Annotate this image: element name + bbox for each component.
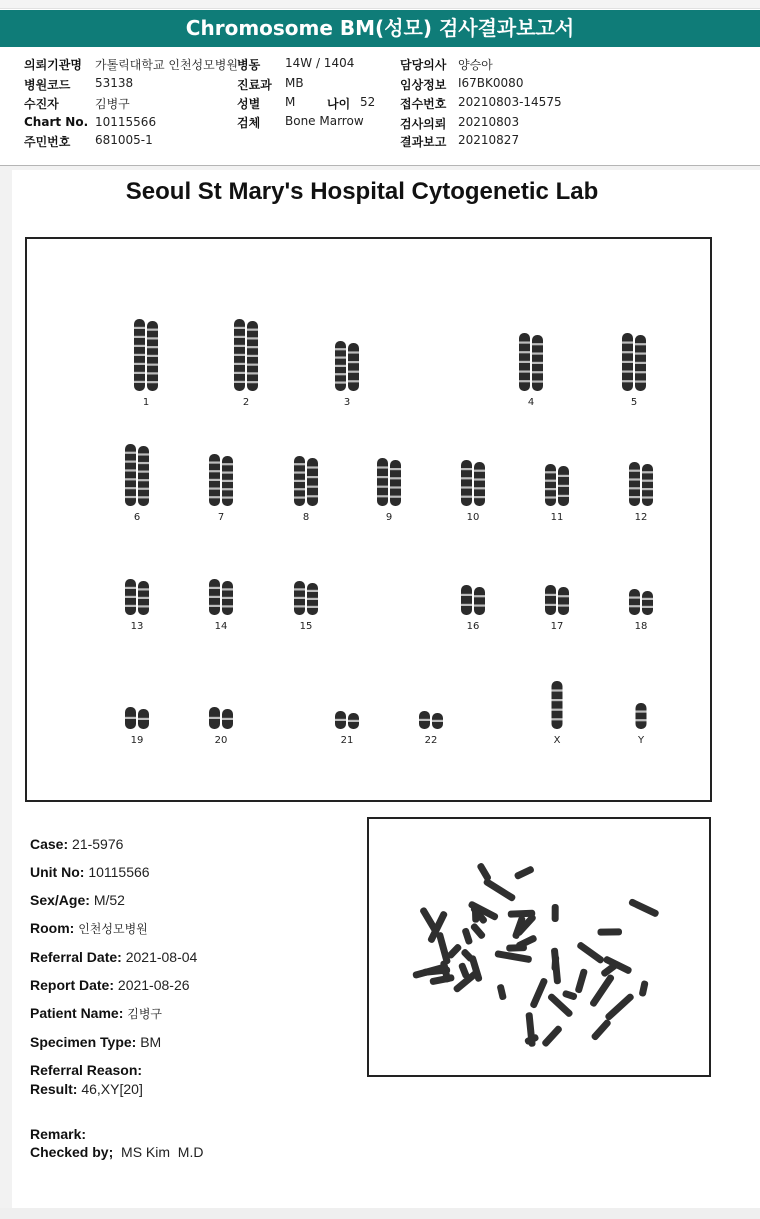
chromosome-label-16: 16	[466, 621, 480, 632]
case-row	[30, 836, 123, 852]
chromosome-pair-x	[552, 681, 563, 729]
chromosome-pair-y	[636, 703, 647, 729]
chromosome-pair-19	[125, 707, 149, 729]
spread-chromosome	[513, 865, 534, 880]
room-row	[30, 920, 148, 937]
info-label-institution: 의뢰기관명	[24, 58, 82, 72]
top-border	[0, 0, 760, 9]
spread-chromosome	[529, 977, 548, 1009]
chromosome-label-12: 12	[634, 512, 648, 523]
info-label-doctor: 담당의사	[400, 58, 447, 72]
sexage-row	[30, 892, 125, 908]
chromosome-pair-22	[419, 711, 443, 729]
info-label-hospital-code: 병원코드	[24, 78, 71, 92]
info-value-resident-no: 681005-1	[95, 133, 153, 147]
case-label: Case:	[30, 836, 69, 852]
referral-date-row	[30, 949, 197, 965]
chromosome-label-4: 4	[527, 397, 535, 408]
chromosome-pair-6	[125, 444, 149, 506]
spread-chromosome	[541, 1024, 563, 1047]
chromosome-label-20: 20	[214, 735, 228, 746]
spread-chromosome	[552, 904, 559, 922]
referral-date-label: Referral Date:	[30, 949, 122, 965]
chromosome-label-7: 7	[217, 512, 225, 523]
chromosome-pair-11	[545, 464, 569, 506]
chromosome-pair-8	[294, 456, 318, 506]
patient-name-value: 김병구	[127, 1007, 163, 1021]
report-date-value: 2021-08-26	[117, 977, 190, 993]
chromosome-pair-20	[209, 707, 233, 729]
info-value-department: MB	[285, 76, 304, 90]
remark-label: Remark:	[30, 1126, 87, 1142]
room-value: 인천성모병원	[78, 922, 148, 936]
chromosome-label-22: 22	[424, 735, 438, 746]
info-value-clinical-info: I67BK0080	[458, 76, 524, 90]
info-label-report-date: 결과보고	[400, 135, 447, 149]
chromosome-label-6: 6	[133, 512, 141, 523]
spread-chromosome	[628, 898, 660, 918]
spread-chromosome	[576, 941, 605, 965]
metaphase-spread-image	[367, 817, 711, 1077]
spread-chromosome	[436, 931, 451, 965]
specimen-type-value: BM	[140, 1034, 162, 1050]
metaphase-spread-svg	[369, 819, 709, 1075]
info-label-department: 진료과	[237, 78, 272, 92]
patient-name-row	[30, 1005, 162, 1022]
bottom-border	[0, 1208, 760, 1219]
chromosome-label-1: 1	[142, 397, 150, 408]
spread-chromosome	[574, 968, 588, 994]
chromosome-pair-4	[519, 333, 543, 391]
chromosome-pair-2	[234, 319, 258, 391]
chromosome-label-15: 15	[299, 621, 313, 632]
info-label-age: 나이	[327, 97, 351, 111]
case-value: 21-5976	[72, 836, 124, 852]
specimen-type-row	[30, 1034, 161, 1050]
spread-chromosome	[589, 973, 615, 1008]
checked-by-label: Checked by;	[30, 1144, 114, 1160]
spread-chromosome	[482, 877, 516, 902]
referral-reason-label: Referral Reason:	[30, 1062, 143, 1078]
specimen-type-label: Specimen Type:	[30, 1034, 137, 1050]
info-value-institution: 가톨릭대학교 인천성모병원	[95, 58, 238, 72]
info-label-sex: 성별	[237, 97, 261, 111]
spread-chromosome	[429, 974, 455, 986]
spread-chromosome	[472, 906, 479, 922]
chromosome-label-x: X	[553, 735, 561, 746]
spread-chromosome	[497, 984, 507, 1001]
spread-chromosome	[597, 928, 622, 935]
sexage-value: M/52	[93, 892, 125, 908]
chromosome-pair-1	[134, 319, 158, 391]
lab-title: Seoul St Mary's Hospital Cytogenetic Lab	[125, 178, 599, 205]
karyogram-image	[25, 237, 712, 802]
info-value-hospital-code: 53138	[95, 76, 134, 90]
spread-chromosome	[590, 1018, 612, 1041]
chromosome-pair-21	[335, 711, 359, 729]
spread-chromosome	[476, 862, 492, 882]
chromosome-pair-17	[545, 585, 569, 615]
chromosome-label-13: 13	[130, 621, 144, 632]
info-value-doctor: 양승아	[458, 58, 493, 72]
unit-label: Unit No:	[30, 864, 85, 880]
report-title: Chromosome BM(성모) 검사결과보고서	[0, 10, 760, 47]
spread-chromosome	[494, 950, 532, 963]
chromosome-label-19: 19	[130, 735, 144, 746]
chromosome-pair-3	[335, 341, 359, 391]
chromosome-pair-10	[461, 460, 485, 506]
referral-date-value: 2021-08-04	[125, 949, 198, 965]
info-value-sex: M	[285, 95, 296, 109]
chromosome-label-11: 11	[550, 512, 564, 523]
info-value-age: 52	[360, 95, 376, 109]
report-date-row	[30, 977, 190, 993]
info-label-patient: 수진자	[24, 97, 59, 111]
checked-by-row	[30, 1144, 203, 1160]
chromosome-label-17: 17	[550, 621, 564, 632]
info-value-patient: 김병구	[95, 97, 130, 111]
info-label-chart-no: Chart No.	[24, 115, 89, 129]
info-label-resident-no: 주민번호	[24, 135, 71, 149]
chromosome-pair-16	[461, 585, 485, 615]
spread-chromosome	[562, 990, 578, 1001]
referral-reason-row	[30, 1062, 142, 1078]
chromosome-pair-15	[294, 581, 318, 615]
chromosome-pair-14	[209, 579, 233, 615]
spread-chromosome	[419, 906, 440, 935]
info-value-report-date: 20210827	[458, 133, 520, 147]
patient-info-panel	[0, 47, 760, 166]
karyogram-svg	[27, 239, 710, 800]
result-value: 46,XY[20]	[81, 1081, 143, 1097]
report-date-label: Report Date:	[30, 977, 115, 993]
chromosome-label-2: 2	[242, 397, 250, 408]
spread-chromosome	[506, 944, 527, 952]
chromosome-label-14: 14	[214, 621, 228, 632]
remark-row	[30, 1126, 86, 1142]
chromosome-label-5: 5	[630, 397, 638, 408]
unit-value: 10115566	[88, 864, 150, 880]
chromosome-pair-12	[629, 462, 653, 506]
sexage-label: Sex/Age:	[30, 892, 90, 908]
checked-by-value: MS Kim M.D	[121, 1144, 204, 1160]
info-label-receipt-no: 접수번호	[400, 97, 447, 111]
chromosome-label-8: 8	[302, 512, 310, 523]
info-value-chart-no: 10115566	[95, 115, 157, 129]
spread-chromosome	[470, 922, 487, 940]
info-label-specimen: 검체	[237, 116, 261, 130]
chromosome-pair-13	[125, 579, 149, 615]
info-value-request-date: 20210803	[458, 115, 520, 129]
result-label: Result:	[30, 1081, 78, 1097]
info-label-request-date: 검사의뢰	[400, 117, 447, 131]
spread-chromosome	[604, 992, 635, 1021]
spread-chromosome	[551, 955, 559, 971]
info-label-clinical-info: 임상정보	[400, 78, 447, 92]
chromosome-label-18: 18	[634, 621, 648, 632]
chromosome-label-9: 9	[385, 512, 393, 523]
info-label-ward: 병동	[237, 58, 261, 72]
patient-name-label: Patient Name:	[30, 1005, 124, 1021]
info-value-specimen: Bone Marrow	[285, 114, 364, 128]
spread-chromosome	[639, 980, 649, 997]
chromosome-label-21: 21	[340, 735, 354, 746]
chromosome-pair-7	[209, 454, 233, 506]
chromosome-pair-18	[629, 589, 653, 615]
chromosome-pair-9	[377, 458, 401, 506]
room-label: Room:	[30, 920, 75, 936]
chromosome-pair-5	[622, 333, 646, 391]
info-value-ward: 14W / 1404	[285, 56, 355, 70]
chromosome-label-10: 10	[466, 512, 480, 523]
chromosome-label-y: Y	[637, 735, 645, 746]
unit-row	[30, 864, 150, 880]
chromosome-label-3: 3	[343, 397, 351, 408]
info-value-receipt-no: 20210803-14575	[458, 95, 562, 109]
spread-chromosome	[461, 927, 473, 945]
result-row	[30, 1081, 143, 1097]
